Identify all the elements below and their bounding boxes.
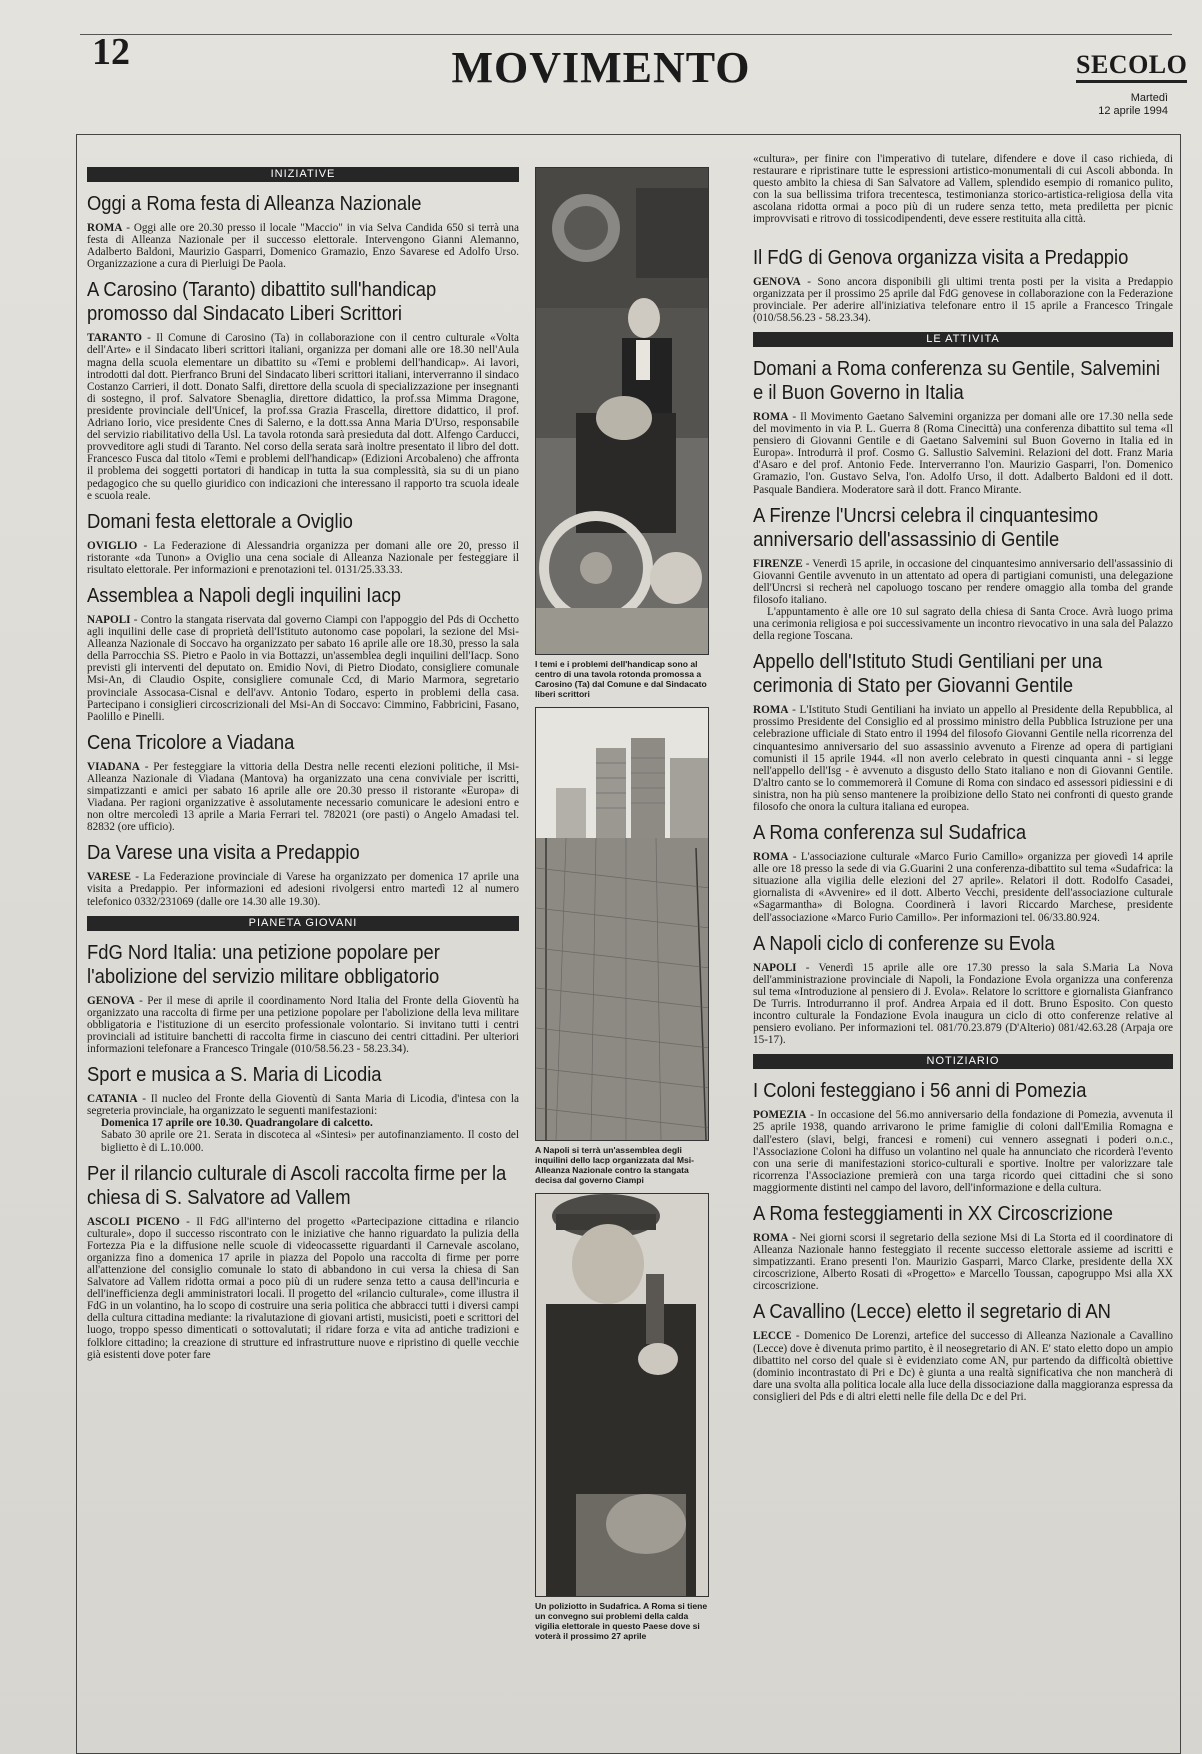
dateline-place: ROMA: [753, 851, 789, 864]
article-studi-gentiliani: [753, 650, 1173, 813]
section-bar-iniziative: INIZIATIVE: [87, 167, 519, 182]
content-frame: [76, 134, 1181, 1754]
headline: Assemblea a Napoli degli inquilini Iacp: [87, 584, 402, 607]
article-body: [753, 704, 1173, 813]
article-ascoli-continued: [753, 153, 1173, 226]
date: 12 aprile 1994: [1098, 105, 1168, 117]
article-firenze-uncrsi: [753, 504, 1173, 643]
caption-1: I temi e i problemi dell'handicap sono al centro di una tavola rotonda promossa a Carosino (Ta) dal Comune e dal Sindacato liberi scrittori: [535, 659, 707, 699]
section-title: MOVIMENTO: [451, 43, 751, 92]
article-ascoli: [87, 1162, 519, 1361]
body-text: - La Federazione provinciale di Varese ha organizzato per domenica 17 aprile una visita a Predappio. Per informazioni ed adesioni rivolgersi entro martedì 12 al numero telefonico 0332/231069 (dalle ore 14.30 alle 19.30).: [87, 871, 519, 908]
body-text: - Il Movimento Gaetano Salvemini organizza per domani alle ore 17.30 nella sede del movimento in via P. L. Guerra 8 (Roma Cinecittà) una conferenza dibattito sul tema «Il pensiero di Giovanni Gentile e di Gaetano Salvemini sul Buon Governo in Italia ed in Europa». Introdurrà il prof. Cosmo G. Sallustio Salvemini. Relazioni del dott. Franz Maria d'Asaro e del prof. Antonio Fede. Interverranno l'on. Maurizio Gasparri, l'on. Domenico Gramazio, l'on. Gustavo Selva, l'on. Adolfo Urso, il dott. Adalberto Baldoni ed il dott. Pasquale Bandiera. Moderatore sarà il dott. Franco Mirante.: [753, 410, 1173, 496]
caption-3: Un poliziotto in Sudafrica. A Roma si tiene un convegno sui problemi della calda vigilia elettorale in questo Paese dove si voterà il prossimo 27 aprile: [535, 1601, 708, 1641]
headline: A Roma festeggiamenti in XX Circoscrizione: [753, 1202, 1113, 1225]
day: Martedì: [1130, 92, 1168, 104]
column-photos: [535, 167, 709, 1649]
headline: Da Varese una visita a Predappio: [87, 842, 360, 865]
body-text: - Il Comune di Carosino (Ta) in collaborazione con il centro culturale «Volta dell'Arte» e il Sindacato liberi scrittori italiani, organizza per domani alle ore 18.30 nell'Aula magna della scuola elementare un dibattito su «Temi e problemi dell'handicap». Ai lavori, introdotti dal dott. Pierfranco Bruni del Sindacato liberi scrittori italiani, interverranno il sindaco Costanzo Carrieri, il dott. Donato Salfi, direttore della scuola di specializzazione per insegnanti di sostegno, il prof. Salvatore Sbenaglia, direttore didattico, la prof.ssa Mimma Dragone, presidente provinciale dell'Unicef, la prof.ssa Grazia Frascella, direttore didattico, il prof. Adriano Iorio, vice presidente Cnes di Salerno, e la dott.ssa Anna Maria D'Urso, responsabile del servizio riabilitativo della Usl. La tavola rotonda sarà presieduta dal dott. Alfengo Carducci, provveditore agli studi di Taranto. Nel corso della serata sarà inoltre presentato il libro del dott. Francesco Fusca dal titolo «Temi e problemi dell'handicap» (Edizioni Arcobaleno) che affronta il problema dei soggetti portatori di handicap in tutta la sua complessità, sia su di un piano pedagogico che su quello giuridico con indicazioni che interessano il rapporto tra scuola ideale e scuola reale.: [87, 332, 519, 502]
article-body: [753, 1232, 1173, 1292]
article-fdg-nord: [87, 941, 519, 1055]
dateline-place: ROMA: [753, 1231, 789, 1244]
article-body: [87, 1093, 519, 1117]
body-text: - Domenico De Lorenzi, artefice del successo di Alleanza Nazionale a Cavallino (Lecce) dove è divenuta primo partito, è il neosegretario di AN. E' stato eletto dopo un ampio dibattito nel corso del quale si è evidenziato come AN, pur partendo da difficoltà obiettive (dominio incontrastato di Pri e Dc) è giunta a una realtà significativa che non mancherà di dare una svolta alla politica locale alla luce della dissociazione dalla maggioranza espressa da consiglieri del Pds e di altri eletti nelle file della Dc e del Pri.: [753, 1330, 1173, 1403]
article-cavallino: [753, 1300, 1173, 1403]
article-viadana: [87, 731, 519, 834]
dateline-place: VIADANA: [87, 760, 140, 773]
article-body: [753, 1330, 1173, 1403]
headline: Sport e musica a S. Maria di Licodia: [87, 1064, 382, 1087]
headline: Domani a Roma conferenza su Gentile, Salvemini e il Buon Governo in Italia: [753, 357, 1161, 404]
event-line-2: Sabato 30 aprile ore 21. Serata in discoteca al «Sintesi» per autofinanziamento. Il costo del biglietto è di L.10.000.: [101, 1129, 519, 1154]
headline: Per il rilancio culturale di Ascoli raccolta firme per la chiesa di S. Salvatore ad Vallem: [87, 1162, 507, 1209]
body-text: - In occasione del 56.mo anniversario della fondazione di Pomezia, avvenuta il 25 aprile 1938, quando arrivarono le prime famiglie di coloni dall'Emilia Romagna e dall'estero (slavi, belgi, francesi e romeni) cui vennero assegnati i poderi o.n.c., l'Associazione Coloni ha diffuso un volantino nel quale ha annunciato che ricorderà l'evento con una serie di manifestazioni storico-culturali e sportive. Inoltre per valorizzare tale ricorrenza l'Associazione premierà con una targa ricordo quei cittadini che si sono maggiormente distinti nel campo del lavoro, dell'informazione e della cultura.: [753, 1109, 1173, 1194]
dateline-place: POMEZIA: [753, 1109, 807, 1122]
body-text: - L'associazione culturale «Marco Furio Camillo» organizza per giovedì 14 aprile alle ore 18 presso la sede di via G.Guarini 2 una conferenza-dibattito sul tema «Sudafrica: la situazione alla vigilia delle elezioni del 27 aprile». Relatori il dott. Rodolfo Casadei, giornalista di «Avvenire» ed il dott. Alberto Vecchi, presidente dell'associazione culturale «Sagarmantha» di Bologna. Coordinerà i lavori Riccardo Marchese, presidente dell'associazione «Marco Furio Camillo». Per informazioni tel. 06/33.80.924.: [753, 851, 1173, 924]
dateline-place: ROMA: [753, 410, 789, 423]
event-line-1: Domenica 17 aprile ore 10.30. Quadrangolare di calcetto.: [101, 1117, 373, 1130]
body-text: - Venerdì 15 aprile, in occasione del cinquantesimo anniversario dell'assassinio di Giovanni Gentile avvenuto in un attentato ad opera di partigiani comunisti, una delegazione dell'Uncrsi si recherà nel capoluogo toscano per rendere omaggio alla tomba del grande filosofo italiano.: [753, 557, 1173, 606]
headline: Il FdG di Genova organizza visita a Predappio: [753, 246, 1129, 269]
headline: A Firenze l'Uncrsi celebra il cinquantesimo anniversario dell'assassinio di Gentile: [753, 504, 1099, 551]
photo-policeman-image: [536, 1194, 709, 1596]
body-text: - Venerdì 15 aprile alle ore 17.30 presso la sala S.Maria La Nova dell'amministrazione provinciale di Napoli, la Fondazione Evola organizza una conferenza sul tema «Introduzione al pensiero di J. Evola». Relatore lo scrittore e giornalista Gianfranco De Turris. Introdurranno il prof. Andrea Arpaia ed il dott. Bruno Esposito. Con questo incontro culturale la Fondazione Evola inaugura un ciclo di otto conferenze relative al pensiero evoliano. Per informazioni tel. 081/70.23.879 (D'Alterio) 081/42.63.28 (Arpaja ore 15-17).: [753, 961, 1173, 1047]
article-body: [753, 558, 1173, 606]
article-body: [753, 1109, 1173, 1194]
article-sudafrica: [753, 821, 1173, 924]
headline: Oggi a Roma festa di Alleanza Nazionale: [87, 193, 422, 215]
headline: Cena Tricolore a Viadana: [87, 731, 295, 754]
dateline-place: NAPOLI: [753, 961, 797, 974]
headline: I Coloni festeggiano i 56 anni di Pomezia: [753, 1080, 1087, 1103]
column-right: [753, 153, 1173, 1411]
body-text: - Il FdG all'interno del progetto «Partecipazione cittadina e rilancio culturale», dopo il successo riscontrato con le iniziative che hanno riguardato la pulizia della Fortezza Pia e la diffusione nelle scuole di videocassette riguardanti il Carnevale ascolano, organizza fino a domenica 17 aprile in piazza del Popolo una raccolta di firme per porre all'attenzione del consiglio comunale lo stato di abbandono in cui versa la chiesa di San Salvatore ad Vallem ridotta ormai a poco più di un rudere senza tetto a causa dell'incuria e dell'inefficienza degli amministratori locali. Il progetto del «rilancio culturale», come illustra il FdG in un volantino, ha lo scopo di costruire una seria politica che abbracci tutti i diversi campi della cultura cittadina mediante: la rivalutazione di giovani artisti, musicisti, poeti e scrittori del luogo, troppo spesso dimenticati o sottovalutati; il ridare forza e vita ad antiche tradizioni e folklore cittadino; la creazione di strutture ed infrastrutture nuove e ripristino di quelle vecchie già esistenti dove poter fare: [87, 1215, 519, 1361]
body-text: - Sono ancora disponibili gli ultimi trenta posti per la visita a Predappio organizzata per il prossimo 25 aprile dal FdG genovese in collaborazione con la Federazione provinciale. Per aderire all'iniziativa telefonare entro il 15 aprile a Francesco Tringale (010/58.56.23 - 58.23.34).: [753, 275, 1173, 324]
body-text: - La Federazione di Alessandria organizza per domani alle ore 20, presso il ristorante «da Tunon» a Oviglio una cena sociale di Alleanza Nazionale per festeggiare il risultato elettorale. Per informazioni e prenotazioni tel. 0131/25.33.33.: [87, 539, 519, 576]
dateline-place: FIRENZE: [753, 557, 803, 570]
header-rule: [80, 34, 1172, 35]
photo-wheelchair: [535, 167, 709, 655]
headline: Domani festa elettorale a Oviglio: [87, 510, 353, 533]
article-oviglio: [87, 510, 519, 576]
article-body: [87, 1216, 519, 1361]
article-body: [753, 411, 1173, 496]
body-text: - Per il mese di aprile il coordinamento Nord Italia del Fronte della Gioventù ha organizzato una raccolta di firme per una petizione popolare per l'abolizione della leva militare obbligatoria e l'istituzione di un esercito professionale volontario. Si invitano tutti i centri provinciali ad istituire banchetti di raccolta firme in ciascuno dei centri cittadini. Per ulteriori informazioni telefonare a Francesco Tringale (010/58.56.23 - 58.23.34).: [87, 994, 519, 1056]
article-gentile-salvemini: [753, 357, 1173, 496]
article-body: [87, 614, 519, 723]
article-body: [87, 871, 519, 907]
section-bar-notiziario: NOTIZIARIO: [753, 1054, 1173, 1069]
article-licodia: [87, 1063, 519, 1153]
article-varese: [87, 841, 519, 907]
caption-2: A Napoli si terrà un'assemblea degli inquilini dello Iacp organizzata dal Msi-Alleanza Nazionale contro la stangata decisa dal governo Ciampi: [535, 1145, 695, 1185]
dateline-place: GENOVA: [753, 275, 801, 288]
article-body: [87, 222, 519, 270]
photo-housing-image: [536, 708, 709, 1140]
page-number: 12: [92, 31, 130, 73]
dateline-place: ROMA: [753, 704, 789, 717]
dateline-place: ASCOLI PICENO: [87, 1215, 180, 1228]
photo-housing: [535, 707, 709, 1141]
headline: FdG Nord Italia: una petizione popolare per l'abolizione del servizio militare obbligatorio: [87, 941, 440, 988]
article-roma-festa: [87, 192, 519, 270]
dateline: [1098, 92, 1168, 118]
article-body: [87, 540, 519, 576]
article-body: [753, 851, 1173, 924]
body-text-2: L'appuntamento è alle ore 10 sul sagrato della chiesa di Santa Croce. Avrà luogo prima una cerimonia religiosa e poi successivamente un incontro rievocativo in una sala del Palazzo della regione Toscana.: [753, 605, 1173, 643]
section-bar-pianeta-giovani: PIANETA GIOVANI: [87, 916, 519, 931]
headline: A Carosino (Taranto) dibattito sull'handicap promosso dal Sindacato Liberi Scrittori: [87, 279, 437, 326]
newspaper-logo: SECOLO: [1076, 50, 1187, 83]
dateline-place: VARESE: [87, 871, 131, 884]
body-text: - L'Istituto Studi Gentiliani ha inviato un appello al Presidente della Repubblica, al prossimo Presidente del Consiglio ed al prossimo ministro della Pubblica Istruzione per una celebrazione ufficiale di Stato entro il 1994 del filosofo Giovanni Gentile nella ricorrenza del cinquantesimo anniversario del suo assassinio avvenuto a Firenze ad opera di partigiani comunisti il 15 aprile 1944. «Il non averlo celebrato in questi cinquanta anni - si legge nell'appello dell'Isg - è avvenuto a disgusto dello Stato italiano e non di Giovanni Gentile. D'altro canto se lo commemorerà il Comune di Roma con sindaco ed assessori pidiessini e di sinistra, non ha più senso mantenere la proibizione dello Stato nei confronti di questo grande filosofo che onora la cultura italiana ed europea.: [753, 704, 1173, 813]
dateline-place: GENOVA: [87, 994, 135, 1007]
headline: A Cavallino (Lecce) eletto il segretario di AN: [753, 1301, 1111, 1324]
body-text: - Il nucleo del Fronte della Gioventù di Santa Maria di Licodia, d'intesa con la segreteria provinciale, ha organizzato le seguenti manifestazioni:: [87, 1093, 519, 1118]
dateline-place: TARANTO: [87, 332, 142, 345]
continued-text: «cultura», per finire con l'imperativo di tutelare, difendere e dove il caso richieda, di restaurare e ripristinare tutte le espressioni artistico-monumentali di cui Ascoli abbonda. In questo ambito la chiesa di San Salvatore ad Vallem, splendido esempio di romanico pulito, con la sua bellissima trifora trecentesca, testimonianza storico-artistica-religiosa della vita ascolana ridotta ormai a poco più di un rudere senza tetto, meta prediletta per picnic improvvisati e ritrovo di tossicodipendenti, deve essere restituita alla città.: [753, 153, 1173, 226]
headline: A Napoli ciclo di conferenze su Evola: [753, 932, 1055, 955]
body-text: - Nei giorni scorsi il segretario della sezione Msi di La Storta ed il coordinatore di Alleanza Nazionale hanno festeggiato il recente successo elettorale assieme ad iscritti e simpatizzanti. Erano presenti l'on. Maurizio Gasparri, Marco Clarke, presidente della XX circoscrizione, Alberto Rosati di «Progetto» e Marcello Toussan, capogruppo Msi alla XX circoscrizione.: [753, 1231, 1173, 1293]
column-left: [87, 167, 519, 1369]
body-text: - Per festeggiare la vittoria della Destra nelle recenti elezioni politiche, il Msi-Alleanza Nazionale di Viadana (Mantova) ha organizzato una cena conviviale per iscritti, simpatizzanti e amici per sabato 16 aprile alle ore 20.30 presso il ristorante «Europa» di Viadana. Per ragioni organizzative è assolutamente necessario comunicare le adesioni entro e non oltre mercoledì 13 aprile a Maria Ferrari tel. 782021 (ore pasti) o Angelo Amadasi tel. 82832 (ore ufficio).: [87, 760, 519, 834]
photo-wheelchair-image: [536, 168, 709, 654]
body-text: - Oggi alle ore 20.30 presso il locale "Maccio" in via Selva Candida 650 si terrà una festa di Alleanza Nazionale per il successo elettorale. Intervengono Gianni Alemanno, Adalberto Baldoni, Maurizio Gasparri, Domenico Gramazio, Enzo Savarese ed Adolfo Urso. Organizzazione a cura di Pierluigi De Paola.: [87, 222, 519, 271]
headline: Appello dell'Istituto Studi Gentiliani per una cerimonia di Stato per Giovanni Gentile: [753, 651, 1103, 698]
article-body: [87, 332, 519, 501]
article-body: [87, 761, 519, 834]
photo-policeman: [535, 1193, 709, 1597]
article-carosino: [87, 278, 519, 501]
dateline-place: OVIGLIO: [87, 539, 138, 552]
article-xx-circoscrizione: [753, 1202, 1173, 1292]
article-pomezia: [753, 1079, 1173, 1194]
article-genova-predappio: [753, 246, 1173, 324]
dateline-place: LECCE: [753, 1330, 792, 1343]
article-body: [87, 995, 519, 1055]
article-body: [753, 962, 1173, 1047]
section-bar-attivita: LE ATTIVITA: [753, 332, 1173, 347]
dateline-place: NAPOLI: [87, 613, 131, 626]
article-body: [753, 276, 1173, 324]
article-evola: [753, 932, 1173, 1047]
dateline-place: CATANIA: [87, 1093, 138, 1106]
article-napoli-iacp: [87, 584, 519, 723]
headline: A Roma conferenza sul Sudafrica: [753, 822, 1027, 845]
dateline-place: ROMA: [87, 222, 123, 234]
body-text: - Contro la stangata riservata dal governo Ciampi con l'appoggio del Pds di Occhetto agli inquilini delle case di proprietà dell'Istituto autonomo case popolari, la sezione del Msi-Alleanza Nazionale di Soccavo ha organizzato per sabato 16 aprile alle ore 18.30, presso la sala della Parrocchia SS. Pietro e Paolo in via Bottazzi, un'assemblea degli inquilini dell'Iacp. Sono previsti gli interventi del deputato on. Emidio Novi, di Pietro Diodato, consigliere comunale Msi-An, di Claudio Ospite, consigliere comunale Ccd, di Mario Marmora, segretario provinciale Assocasa-Cisnal e dell'avv. Antonio Todaro, esperto in problemi della casa. Partecipano i consiglieri circoscrizionali del Msi-An di Soccavo: Cimmino, Fabbricini, Fasano, Paolillo e Pinelli.: [87, 613, 519, 723]
